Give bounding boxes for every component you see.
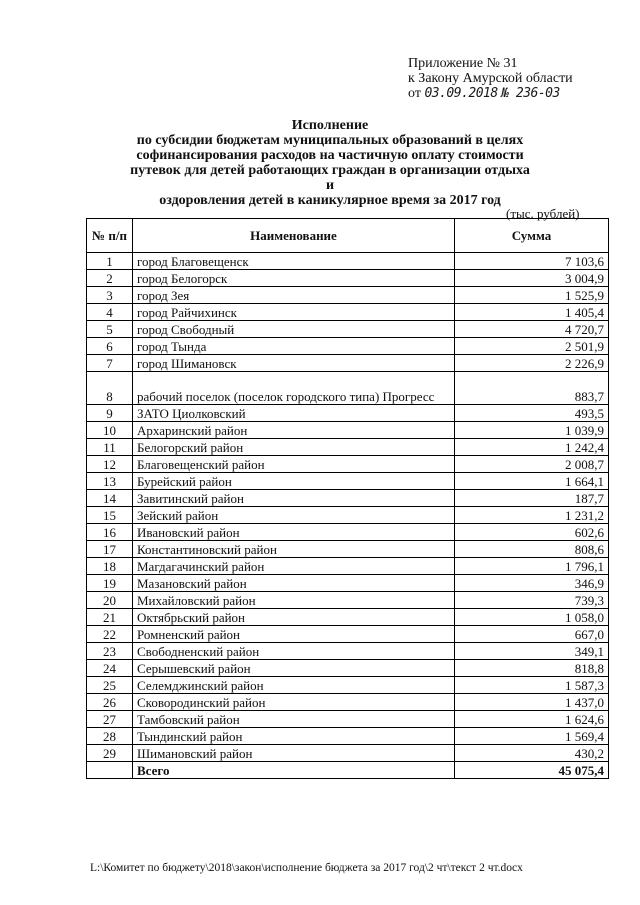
row-name: Благовещенский район [133,456,455,473]
row-number: 5 [87,321,133,338]
row-name: Октябрьский район [133,609,455,626]
total-sum: 45 075,4 [455,762,609,779]
table-row [87,355,609,372]
row-sum: 1 039,9 [455,422,609,439]
row-number: 25 [87,677,133,694]
row-name: Бурейский район [133,473,455,490]
table-row [87,321,609,338]
title-line-3: софинансирования расходов на частичную оплату стоимости [136,148,524,163]
row-sum: 349,1 [455,643,609,660]
row-name: город Свободный [133,321,455,338]
row-name: Серышевский район [133,660,455,677]
row-name: Селемджинский район [133,677,455,694]
row-number: 16 [87,524,133,541]
table-row [87,677,609,694]
row-number: 13 [87,473,133,490]
row-sum: 1 624,6 [455,711,609,728]
table-row [87,745,609,762]
row-number: 3 [87,287,133,304]
total-label: Всего [133,762,455,779]
table-total-row [87,762,609,779]
title-line-5: оздоровления детей в каникулярное время за 2017 год [159,193,501,208]
row-sum: 493,5 [455,405,609,422]
row-sum: 1 058,0 [455,609,609,626]
row-sum: 883,7 [455,372,609,405]
row-sum: 1 664,1 [455,473,609,490]
row-number: 6 [87,338,133,355]
table-header-row [87,219,609,253]
row-number: 24 [87,660,133,677]
table-row [87,592,609,609]
row-name: Архаринский район [133,422,455,439]
row-number: 17 [87,541,133,558]
row-number: 14 [87,490,133,507]
table-row [87,660,609,677]
table-row [87,473,609,490]
table-row [87,575,609,592]
appendix-date-prefix: от [408,86,421,101]
row-name: Сковородинский район [133,694,455,711]
row-sum: 1 796,1 [455,558,609,575]
appendix-law: к Закону Амурской области [408,71,573,86]
table-row [87,287,609,304]
row-sum: 346,9 [455,575,609,592]
header-num: № п/п [87,219,133,253]
table-row [87,524,609,541]
row-sum: 1 587,3 [455,677,609,694]
row-name: Михайловский район [133,592,455,609]
row-name: Тамбовский район [133,711,455,728]
row-name: Магдагачинский район [133,558,455,575]
subsidy-table [86,218,609,779]
row-name: Свободненский район [133,643,455,660]
row-number: 12 [87,456,133,473]
table-row [87,270,609,287]
units-label: (тыс. рублей) [506,206,580,221]
table-row [87,439,609,456]
table-row [87,304,609,321]
appendix-number: Приложение № 31 [408,56,518,71]
table-row [87,541,609,558]
row-number: 26 [87,694,133,711]
row-name: Ивановский район [133,524,455,541]
header-sum: Сумма [455,219,609,253]
table-row [87,405,609,422]
row-sum: 818,8 [455,660,609,677]
row-name: город Райчихинск [133,304,455,321]
row-sum: 430,2 [455,745,609,762]
table-row [87,456,609,473]
table-row [87,490,609,507]
row-name: город Тында [133,338,455,355]
table-row [87,558,609,575]
appendix-date-line [408,86,628,101]
row-name: Завитинский район [133,490,455,507]
row-name: ЗАТО Циолковский [133,405,455,422]
table-row [87,643,609,660]
row-number: 29 [87,745,133,762]
row-name: город Белогорск [133,270,455,287]
row-name: рабочий поселок (поселок городского типа) Прогресс [133,372,455,405]
row-number: 7 [87,355,133,372]
header-name: Наименование [133,219,455,253]
table-row [87,728,609,745]
row-number: 23 [87,643,133,660]
row-name: Константиновский район [133,541,455,558]
row-sum: 667,0 [455,626,609,643]
table-row [87,626,609,643]
table-row [87,338,609,355]
title-line-2: по субсидии бюджетам муниципальных образований в целях [136,133,524,148]
row-name: Шимановский район [133,745,455,762]
row-sum: 1 405,4 [455,304,609,321]
title-line-1: Исполнение [291,118,369,133]
row-number: 20 [87,592,133,609]
row-number: 2 [87,270,133,287]
row-sum: 7 103,6 [455,253,609,270]
row-number: 9 [87,405,133,422]
row-sum: 1 437,0 [455,694,609,711]
row-sum: 187,7 [455,490,609,507]
row-number: 8 [87,372,133,405]
table-row [87,609,609,626]
row-name: город Шимановск [133,355,455,372]
row-sum: 3 004,9 [455,270,609,287]
handwritten-number: № 236-03 [501,86,560,101]
row-sum: 1 242,4 [455,439,609,456]
row-sum: 4 720,7 [455,321,609,338]
row-number: 1 [87,253,133,270]
table-row [87,694,609,711]
row-number: 11 [87,439,133,456]
document-title [130,118,530,208]
row-name: город Благовещенск [133,253,455,270]
row-number: 19 [87,575,133,592]
row-number: 18 [87,558,133,575]
title-line-4: путевок для детей работающих граждан в организации отдыха и [130,163,530,193]
row-number: 22 [87,626,133,643]
row-sum: 1 525,9 [455,287,609,304]
file-path-footer: L:\Комитет по бюджету\2018\закон\исполнение бюджета за 2017 год\2 чт\текст 2 чт.docx [90,862,523,874]
table-row [87,372,609,405]
row-name: Зейский район [133,507,455,524]
row-number: 4 [87,304,133,321]
row-number: 10 [87,422,133,439]
row-name: Мазановский район [133,575,455,592]
row-sum: 2 226,9 [455,355,609,372]
row-sum: 602,6 [455,524,609,541]
handwritten-date: 03.09.2018 [424,86,498,101]
appendix-block [408,56,628,101]
row-number: 27 [87,711,133,728]
row-sum: 808,6 [455,541,609,558]
row-sum: 739,3 [455,592,609,609]
table-row [87,253,609,270]
table-row [87,507,609,524]
row-number: 28 [87,728,133,745]
table-body [87,253,609,762]
row-sum: 1 569,4 [455,728,609,745]
row-sum: 1 231,2 [455,507,609,524]
row-sum: 2 501,9 [455,338,609,355]
row-number: 15 [87,507,133,524]
row-name: Ромненский район [133,626,455,643]
row-name: Тындинский район [133,728,455,745]
total-num-cell [87,762,133,779]
row-name: город Зея [133,287,455,304]
row-sum: 2 008,7 [455,456,609,473]
row-name: Белогорский район [133,439,455,456]
table-row [87,422,609,439]
row-number: 21 [87,609,133,626]
table-row [87,711,609,728]
